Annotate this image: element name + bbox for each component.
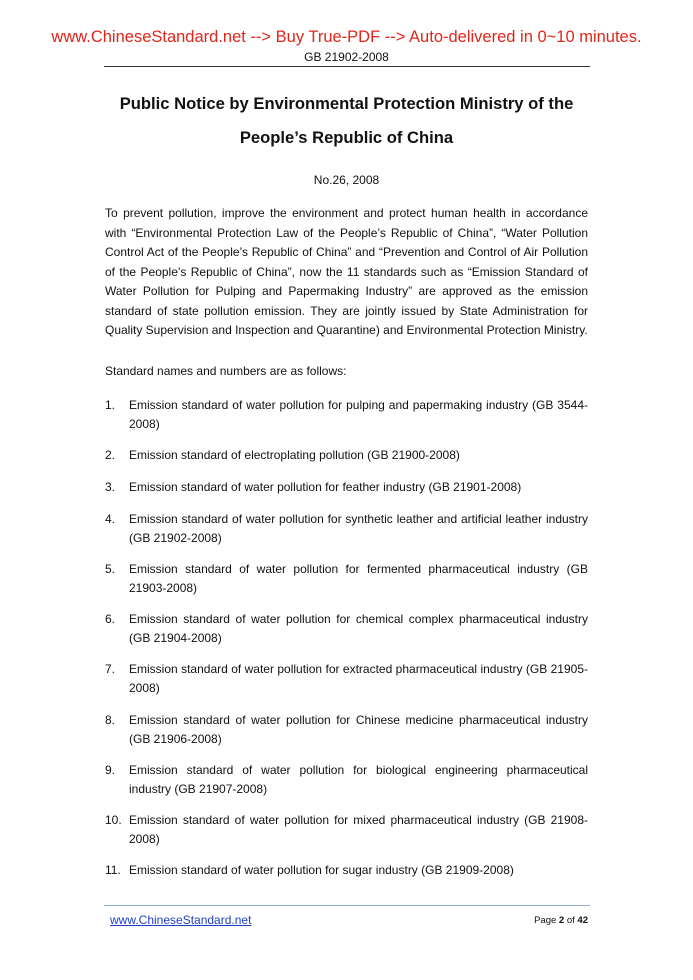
list-item-number: 10. xyxy=(105,813,122,827)
list-item xyxy=(105,660,588,698)
promo-banner-link[interactable]: www.ChineseStandard.net --> Buy True-PDF --> Auto-delivered in 0~10 minutes. xyxy=(51,28,642,46)
list-item-number: 6. xyxy=(105,612,116,626)
list-item-text: Emission standard of water pollution for Chinese medicine pharmaceutical industry (GB 21906-2008) xyxy=(129,713,588,746)
list-item xyxy=(105,861,588,880)
list-item-number: 5. xyxy=(105,562,116,576)
list-item-text: Emission standard of water pollution for extracted pharmaceutical industry (GB 21905-2008) xyxy=(129,662,588,695)
list-item xyxy=(105,761,588,799)
page-number xyxy=(534,915,588,927)
list-item xyxy=(105,811,588,849)
list-item-number: 1. xyxy=(105,398,116,412)
footer-divider xyxy=(104,905,590,906)
title-line-2: People’s Republic of China xyxy=(239,128,454,147)
header-standard-number: GB 21902-2008 xyxy=(304,50,389,64)
list-item xyxy=(105,711,588,749)
list-item xyxy=(105,396,588,434)
list-item xyxy=(105,510,588,548)
list-item-number: 8. xyxy=(105,713,116,727)
notice-number: No.26, 2008 xyxy=(313,173,380,187)
page-title xyxy=(60,87,633,155)
page-current: 2 xyxy=(558,915,565,926)
page-total: 42 xyxy=(577,915,588,926)
list-item-number: 3. xyxy=(105,480,116,494)
page-label: Page xyxy=(534,915,557,926)
list-item-text: Emission standard of water pollution for sugar industry (GB 21909-2008) xyxy=(129,863,514,877)
list-item xyxy=(105,560,588,598)
list-item xyxy=(105,478,588,497)
footer-site-link[interactable]: www.ChineseStandard.net xyxy=(110,913,252,927)
list-item-number: 2. xyxy=(105,448,116,462)
title-line-1: Public Notice by Environmental Protection Ministry of the xyxy=(119,94,574,113)
standards-list-intro: Standard names and numbers are as follows: xyxy=(105,364,347,378)
list-item-text: Emission standard of water pollution for mixed pharmaceutical industry (GB 21908-2008) xyxy=(129,813,588,846)
list-item-text: Emission standard of electroplating pollution (GB 21900-2008) xyxy=(129,448,460,462)
list-item-number: 4. xyxy=(105,512,116,526)
list-item-text: Emission standard of water pollution for biological engineering pharmaceutical industry (GB 21907-2008) xyxy=(129,763,588,796)
notice-body-paragraph: To prevent pollution, improve the environment and protect human health in accordance with “Environmental Protection Law of the People’s Republic of China”, “Water Pollution Control Act of the People’s Republic of China” and “Prevention and Control of Air Pollution of the People’s Republic of China”, now the 11 standards such as “Emission Standard of Water Pollution for Pulping and Papermaking Industry” are approved as the emission standard of state pollution emission. They are jointly issued by State Administration for Quality Supervision and Inspection and Quarantine) and Environmental Protection Ministry. xyxy=(105,206,588,337)
list-item-text: Emission standard of water pollution for fermented pharmaceutical industry (GB 21903-2008) xyxy=(129,562,588,595)
list-item-text: Emission standard of water pollution for pulping and papermaking industry (GB 3544-2008) xyxy=(129,398,588,431)
list-item-text: Emission standard of water pollution for chemical complex pharmaceutical industry (GB 21904-2008) xyxy=(129,612,588,645)
list-item xyxy=(105,446,588,465)
header-divider xyxy=(104,66,590,67)
list-item-number: 9. xyxy=(105,763,116,777)
list-item-number: 11. xyxy=(105,863,121,877)
list-item-number: 7. xyxy=(105,662,116,676)
page-of: of xyxy=(566,915,575,926)
list-item xyxy=(105,610,588,648)
list-item-text: Emission standard of water pollution for feather industry (GB 21901-2008) xyxy=(129,480,522,494)
list-item-text: Emission standard of water pollution for synthetic leather and artificial leather industry (GB 21902-2008) xyxy=(129,512,588,545)
